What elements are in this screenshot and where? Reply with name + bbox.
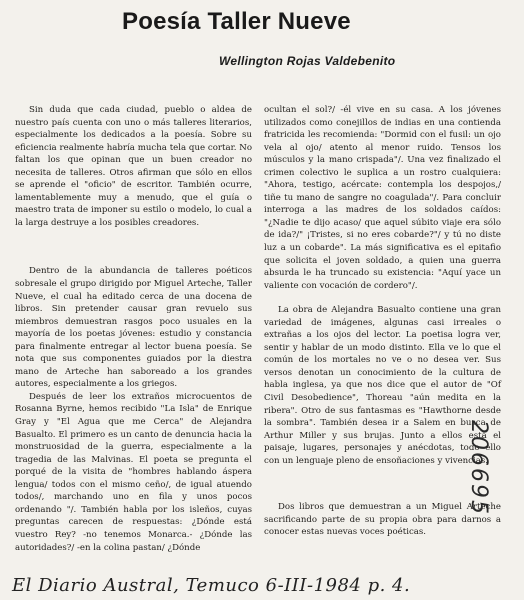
article-byline: Wellington Rojas Valdebenito xyxy=(219,54,396,68)
left-paragraph-3: Después de leer los extraños microcuentos de Rosanna Byrne, hemos recibido "La Isla" de Enrique Gray y "El Agua que me Cerca" de Alejandra Basualto. El primero es un canto de denuncia hacia la monstruosidad de la guerra, especialmente a la tragedia de las Malvinas. El poeta se pregunta el porqué de la visita de "hombres hablando áspera lengua/ todos con el mismo ceño/, de igual atuendo todos/, marchando uno en fila y unos pocos ordenando "/. También habla por los isleños, cuyas preguntas carecen de respuestas: ¿Dónde está vuestro Rey? -no tenemos Monarca.- ¿Dónde las autoridades?/ -en la colina pastan/ ¿Dónde xyxy=(15,391,252,553)
column-spacer xyxy=(15,229,252,265)
article-title: Poesía Taller Nueve xyxy=(122,8,351,35)
left-column xyxy=(15,104,252,554)
left-paragraph-2: Dentro de la abundancia de talleres poéticos sobresale el grupo dirigido por Miguel Arteche, Taller Nueve, el cual ha editado cerca de una docena de libros. Sin pretender causar gran revuelo sus miembros demuestran rasgos poco usuales en la mayoría de los poetas jóvenes: estudio y constancia para finalmente entregar al lector buena poesía. Se nota que sus componentes guiados por la diestra mano de Arteche han saboreado a los grandes autores, especialmente a los griegos. xyxy=(15,266,252,390)
handwritten-archive-number: 206695 xyxy=(466,420,491,516)
right-paragraph-2: Dos libros que demuestran a un Miguel Arteche sacrificando parte de su propia obra para darnos a conocer estas nuevas voces poéticas. xyxy=(264,502,501,538)
left-paragraph-1: Sin duda que cada ciudad, pueblo o aldea de nuestro país cuenta con uno o más talleres literarios, especialmente los dedicados a la poesía. Sobre su eficiencia realmente habría mucha tela que cortar. No faltan los que opinan que un buen creador no necesita de talleres. Otros afirman que sólo en ellos se aprende el "oficio" de escritor. También ocurre, lamentablemente muy a menudo, que el guía o maestro trata de imponer su estilo o modelo, lo cual a la larga destruye a los posibles creadores. xyxy=(15,105,252,228)
right-paragraph-1: La obra de Alejandra Basualto contiene una gran variedad de imágenes, algunas casi irreales o extrañas a los ojos del lector. La poetisa logra ver, sentir y hablar de un modo distinto. Ella ve lo que el común de los mortales no ve o no desea ver. Sus versos denotan un conocimiento de la cultura de habla inglesa, ya que nos dice que el autor de "Of Civil Desobedience", Thoreau "aún medita en la ribera". Otro de sus fantasmas es "Hawthorne desde la sombra". También desea ir a Salem en busca de Arthur Miller y sus brujas. Junto a ellos está el paisaje, lugares, personajes y anécdotas, todo ello con un lenguaje pleno de ensoñaciones y vivencias. xyxy=(264,305,501,466)
handwritten-source-note: El Diario Austral, Temuco 6-III-1984 p. 4. xyxy=(12,575,411,596)
right-paragraph-continued: ocultan el sol?/ -él vive en su casa. A los jóvenes utilizados como conejillos de indias en una contienda fratricida les recomienda: "Dormid con el fusil: un ojo vela al ojo/ atento al menor ruido. Tensos los músculos y la mano crispada"/. Una vez finalizado el crimen colectivo le suplica a un rostro cualquiera: "Ahora, testigo, acércate: contempla los despojos,/ tiñe tu mano de sangre no coagulada"/. Para concluir interroga a las madres de los soldados caídos: "¿Nadie te dijo acaso/ que aquel súbito viaje era sólo de ida?/" ¡Tristes, si no eres cobarde?"/ y tú no diste luz a un cobarde". La más significativa es el epitafio que solicita el joven soldado, a quien una guerra absurda le ha truncado su existencia: "Aquí yace un valiente con vocación de cordero"/. xyxy=(264,105,501,291)
column-spacer xyxy=(264,292,501,304)
